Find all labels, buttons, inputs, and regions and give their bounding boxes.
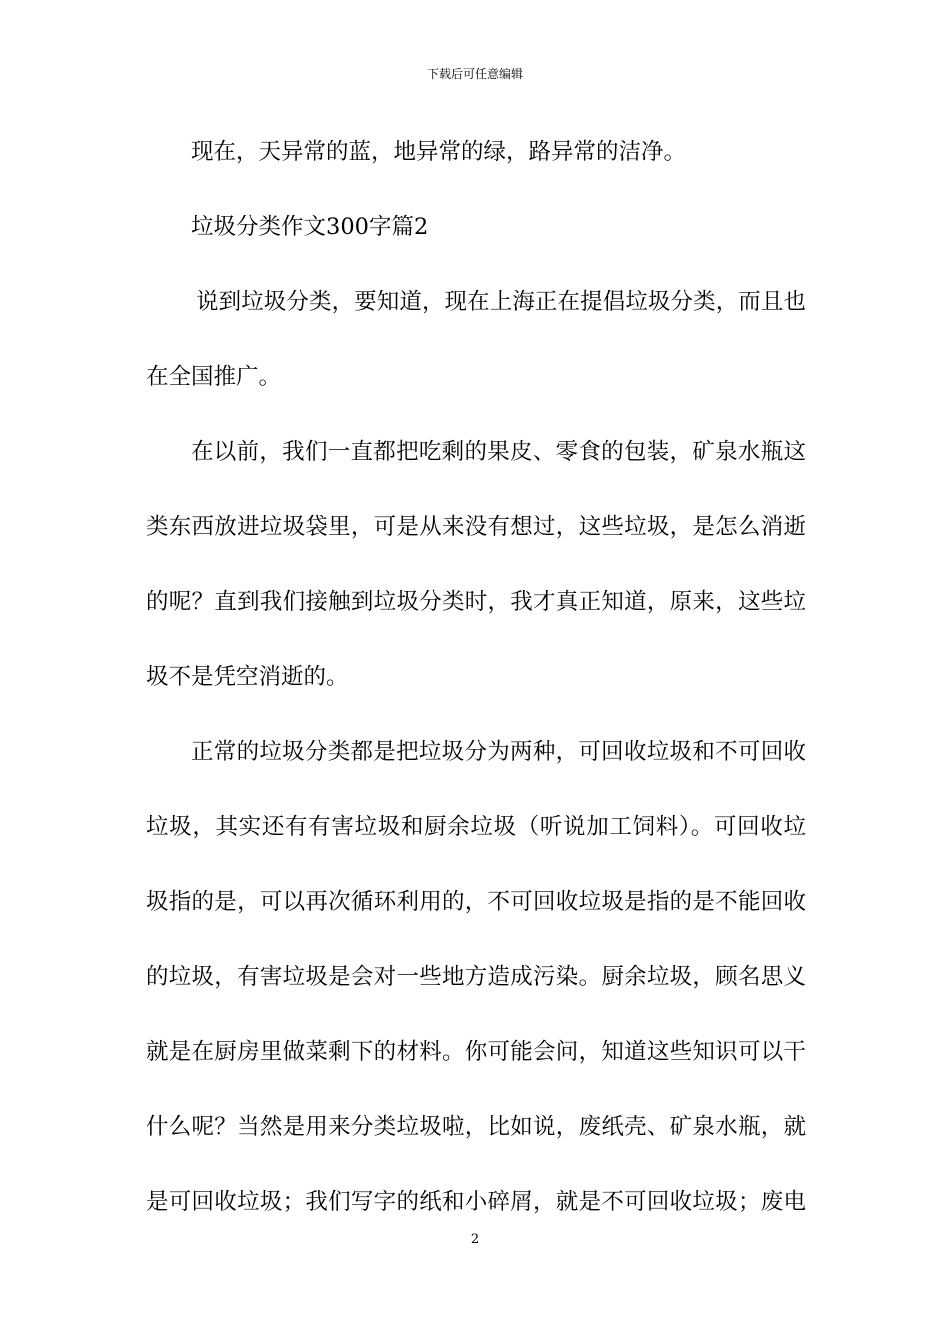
paragraph-line: 垃圾，其实还有有害垃圾和厨余垃圾（听说加工饲料）。可回收垃 <box>146 814 806 840</box>
page-header: 下载后可任意编辑 <box>426 67 523 81</box>
paragraph-line: 正常的垃圾分类都是把垃圾分为两种，可回收垃圾和不可回收 <box>191 739 806 765</box>
paragraph-line: 在全国推广。 <box>146 364 282 390</box>
paragraph-line: 的垃圾，有害垃圾是会对一些地方造成污染。厨余垃圾，顾名思义 <box>146 964 806 990</box>
paragraph-line: 圾不是凭空消逝的。 <box>146 664 349 690</box>
paragraph-line: 的呢？直到我们接触到垃圾分类时，我才真正知道，原来，这些垃 <box>146 589 806 615</box>
section-heading: 垃圾分类作文300字篇2 <box>191 214 429 240</box>
paragraph-line: 是可回收垃圾；我们写字的纸和小碎屑，就是不可回收垃圾；废电 <box>146 1189 806 1215</box>
paragraph-line: 类东西放进垃圾袋里，可是从来没有想过，这些垃圾，是怎么消逝 <box>146 514 806 540</box>
document-body <box>146 128 806 1253</box>
paragraph-line: 在以前，我们一直都把吃剩的果皮、零食的包装，矿泉水瓶这 <box>191 439 806 465</box>
page-number: 2 <box>470 1232 480 1247</box>
paragraph-line: 现在，天异常的蓝，地异常的绿，路异常的洁净。 <box>191 139 687 165</box>
paragraph-line: 说到垃圾分类，要知道，现在上海正在提倡垃圾分类，而且也 <box>196 289 806 315</box>
paragraph-line: 就是在厨房里做菜剩下的材料。你可能会问，知道这些知识可以干 <box>146 1039 806 1065</box>
paragraph-line: 圾指的是，可以再次循环利用的，不可回收垃圾是指的是不能回收 <box>146 889 806 915</box>
paragraph-line: 什么呢？当然是用来分类垃圾啦，比如说，废纸壳、矿泉水瓶，就 <box>146 1114 806 1140</box>
